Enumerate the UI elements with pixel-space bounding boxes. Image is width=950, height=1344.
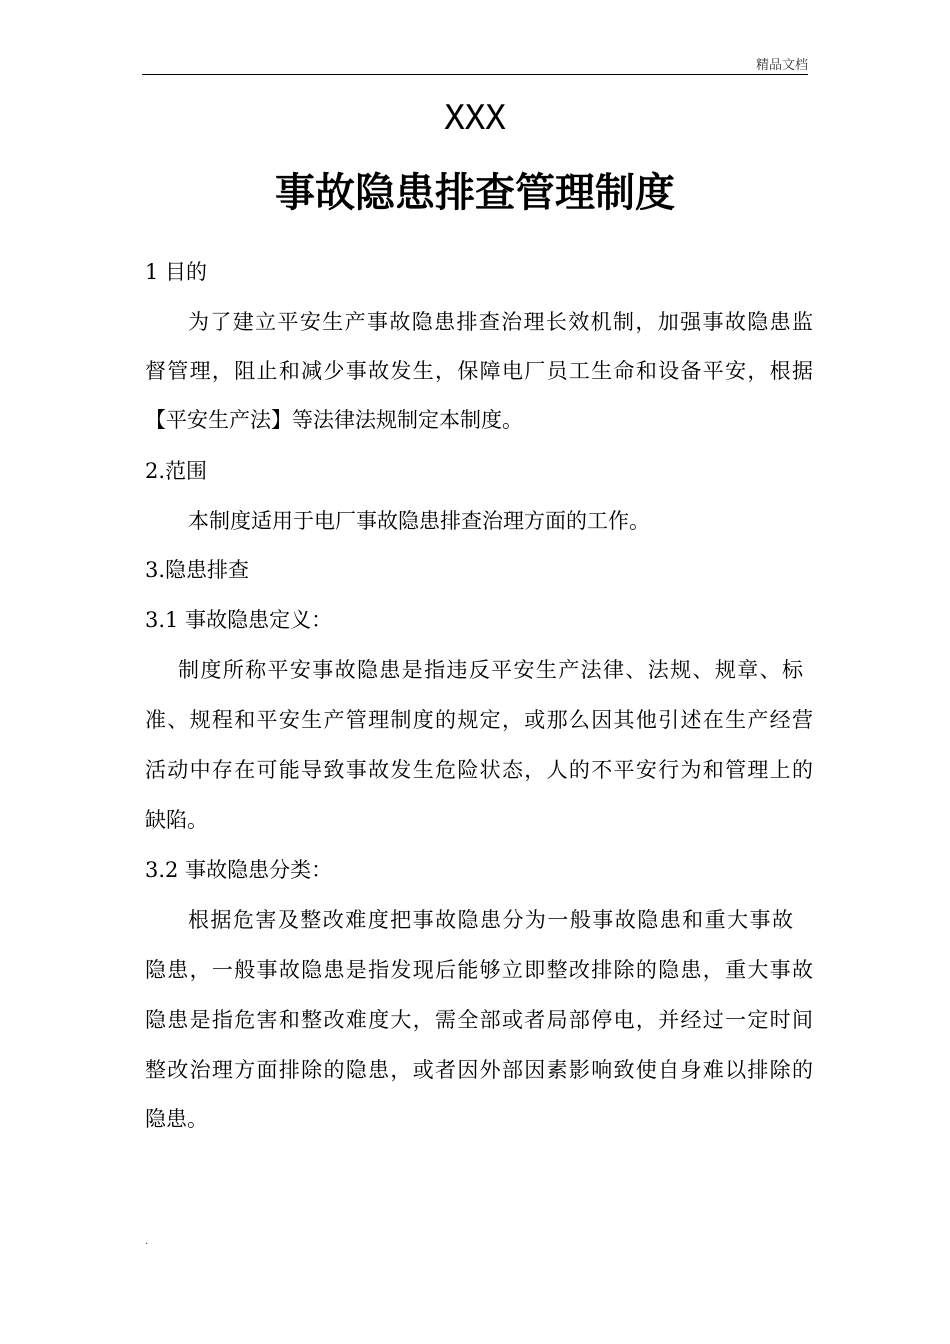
footer-mark: . xyxy=(145,1236,149,1247)
section-1-paragraph-line-3: 【平安生产法】等法律法规制定本制度。 xyxy=(145,408,523,432)
section-3-1-paragraph-line-3: 活动中存在可能导致事故发生危险状态，人的不平安行为和管理上的 xyxy=(145,758,813,782)
section-3-1-paragraph-line-1: 制度所称平安事故隐患是指违反平安生产法律、法规、规章、标 xyxy=(178,658,803,682)
document-code-title: XXX xyxy=(444,98,506,138)
section-3-1-paragraph-line-4: 缺陷。 xyxy=(145,808,208,832)
section-2-paragraph-line-1: 本制度适用于电厂事故隐患排查治理方面的工作。 xyxy=(188,509,650,533)
section-2-heading: 2.范围 xyxy=(145,459,208,483)
section-3-heading: 3.隐患排查 xyxy=(145,558,250,582)
section-1-heading: 1 目的 xyxy=(145,260,208,284)
section-3-2-paragraph-line-1: 根据危害及整改难度把事故隐患分为一般事故隐患和重大事故 xyxy=(188,908,793,932)
section-3-2-paragraph-line-4: 整改治理方面排除的隐患，或者因外部因素影响致使自身难以排除的 xyxy=(145,1058,813,1082)
section-1-paragraph-line-1: 为了建立平安生产事故隐患排查治理长效机制，加强事故隐患监 xyxy=(188,310,813,334)
section-1-paragraph-line-2: 督管理，阻止和减少事故发生，保障电厂员工生命和设备平安，根据 xyxy=(145,359,813,383)
section-3-1-heading: 3.1 事故隐患定义： xyxy=(145,608,333,632)
header-divider xyxy=(142,74,808,75)
section-3-2-paragraph-line-3: 隐患是指危害和整改难度大，需全部或者局部停电，并经过一定时间 xyxy=(145,1008,813,1032)
section-3-2-heading: 3.2 事故隐患分类： xyxy=(145,858,333,882)
section-3-2-paragraph-line-2: 隐患，一般事故隐患是指发现后能够立即整改排除的隐患，重大事故 xyxy=(145,958,813,982)
header-label: 精品文档 xyxy=(755,58,808,73)
section-3-2-paragraph-line-5: 隐患。 xyxy=(145,1107,208,1131)
document-title: 事故隐患排查管理制度 xyxy=(275,170,675,216)
section-3-1-paragraph-line-2: 准、规程和平安生产管理制度的规定，或那么因其他引述在生产经营 xyxy=(145,708,813,732)
